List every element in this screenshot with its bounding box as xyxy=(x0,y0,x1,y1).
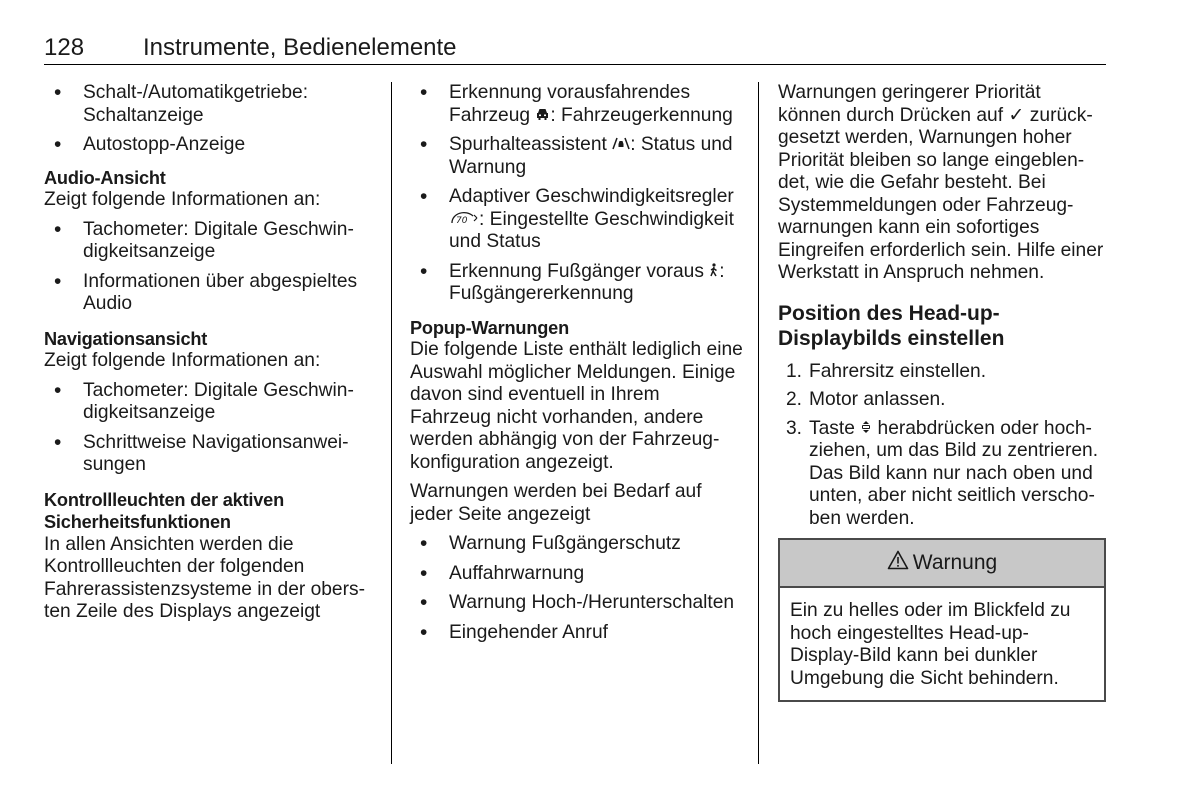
warning-title: Warnung xyxy=(912,550,998,574)
header-rule xyxy=(44,64,1106,65)
list-item: • Tachometer: Digitale Geschwindigkeitsanzeige xyxy=(44,380,374,425)
steps-list xyxy=(778,361,1106,531)
step-text: Taste xyxy=(809,417,861,439)
step-number: 1. xyxy=(786,360,803,382)
warning-header xyxy=(780,540,1104,588)
list-item xyxy=(778,389,1106,412)
column-2 xyxy=(410,82,744,651)
popup-text: Die folgende Liste enthält lediglich eine Auswahl möglicher Meldungen. Einige davon sind eventuell in Ihrem Fahrzeug nicht vorhanden, andere werden abhängig von der Fahrzeugkonfiguration angezeigt. xyxy=(410,339,743,473)
step-number: 2. xyxy=(786,389,803,410)
audio-list xyxy=(44,219,374,316)
page-number: 128 xyxy=(44,34,85,61)
front-vehicle-icon xyxy=(535,105,550,126)
warning-triangle-icon xyxy=(887,550,909,576)
warning-body: Ein zu helles oder im Blickfeld zu hoch eingestelltes Head-up-Display-Bild kann bei dunkler Umgebung die Sicht behindern. xyxy=(790,600,1071,689)
bullet-list-top xyxy=(44,82,374,157)
list-item: • Warnung Hoch-/Herunterschalten xyxy=(410,592,744,615)
column-3 xyxy=(778,82,1106,702)
lane-keep-icon xyxy=(612,134,630,155)
assist-indicator-list xyxy=(410,82,744,306)
list-item xyxy=(410,134,744,179)
paragraph-text: zurückgesetzt werden, Warnungen hoher Priorität bleiben so lange eingeblendet, wie die Gefahr besteht. Bei Systemmeldungen oder Fahrzeugwarnungen kann ein sofortiges Eingreifen erforderlich sein. Hilfe einer Werkstatt in Anspruch nehmen. xyxy=(778,104,1104,283)
audio-intro: Zeigt folgende Informationen an: xyxy=(44,189,321,210)
pedestrian-icon xyxy=(709,261,719,282)
list-item: • Warnung Fußgängerschutz xyxy=(410,533,744,556)
step-text: herabdrücken oder hochziehen, um das Bild zu zentrieren. Das Bild kann nur nach oben und unten, aber nicht seitlich verschoben werden. xyxy=(809,417,1099,529)
item-text: : Status und Warnung xyxy=(449,134,733,178)
step-text: Fahrersitz einstellen. xyxy=(809,360,987,382)
list-item xyxy=(410,261,744,306)
navigation-list xyxy=(44,380,374,477)
item-text: : Fahrzeugerkennung xyxy=(550,104,733,126)
page-header xyxy=(44,34,1106,64)
navigation-heading: Navigationsansicht xyxy=(44,328,208,349)
column-divider-2 xyxy=(758,82,759,764)
step-text: Motor anlassen. xyxy=(809,389,946,410)
priority-paragraph xyxy=(778,82,1106,285)
list-item: • Auffahrwarnung xyxy=(410,563,744,586)
list-item xyxy=(778,418,1106,531)
list-item xyxy=(778,361,1106,384)
control-lights-heading: Kontrollleuchten der aktiven Sicherheitsfunktionen xyxy=(44,489,284,532)
navigation-intro: Zeigt folgende Informationen an: xyxy=(44,350,321,371)
list-item: • Schalt-/Automatikgetriebe: Schaltanzeige xyxy=(44,82,374,127)
item-text: Spurhalteassistent xyxy=(449,134,613,155)
item-text: : Eingestellte Geschwindigkeit und Status xyxy=(449,208,734,252)
section-heading: Position des Head-up-Displaybilds einstellen xyxy=(778,301,1005,350)
item-text: Adaptiver Geschwindigkeitsregler xyxy=(449,186,734,207)
chapter-title: Instrumente, Bedienelemente xyxy=(143,34,457,61)
step-number: 3. xyxy=(786,417,803,439)
list-item xyxy=(410,82,744,127)
item-text: : Fußgängererkennung xyxy=(449,260,725,304)
popup-heading: Popup-Warnungen xyxy=(410,317,569,338)
item-text: Erkennung vorausfahrendes Fahrzeug xyxy=(449,82,691,126)
item-text: Erkennung Fußgänger voraus xyxy=(449,260,710,282)
checkmark-icon: ✓ xyxy=(1008,104,1025,126)
audio-heading: Audio-Ansicht xyxy=(44,167,166,188)
list-item: • Informationen über abgespieltes Audio xyxy=(44,271,374,316)
list-item xyxy=(410,186,744,254)
list-item: • Schrittweise Navigationsanweisungen xyxy=(44,432,374,477)
list-item: • Autostopp-Anzeige xyxy=(44,134,374,157)
popup-text-2: Warnungen werden bei Bedarf auf jeder Seite angezeigt xyxy=(410,481,702,525)
column-1 xyxy=(44,82,374,624)
list-item: • Eingehender Anruf xyxy=(410,622,744,645)
hud-adjust-icon xyxy=(860,418,872,439)
column-divider-1 xyxy=(391,82,392,764)
adaptive-cruise-icon xyxy=(449,209,479,230)
paragraph-text: Warnungen geringerer Priorität können durch Drücken auf xyxy=(778,82,1041,126)
warning-list xyxy=(410,533,744,644)
warning-box xyxy=(778,538,1106,702)
control-lights-text: In allen Ansichten werden die Kontrollleuchten der folgenden Fahrerassistenzsysteme in der obersten Zeile des Displays angezeigt xyxy=(44,533,365,622)
list-item: • Tachometer: Digitale Geschwindigkeitsanzeige xyxy=(44,219,374,264)
cruise-speed-label: 70 xyxy=(456,215,468,225)
